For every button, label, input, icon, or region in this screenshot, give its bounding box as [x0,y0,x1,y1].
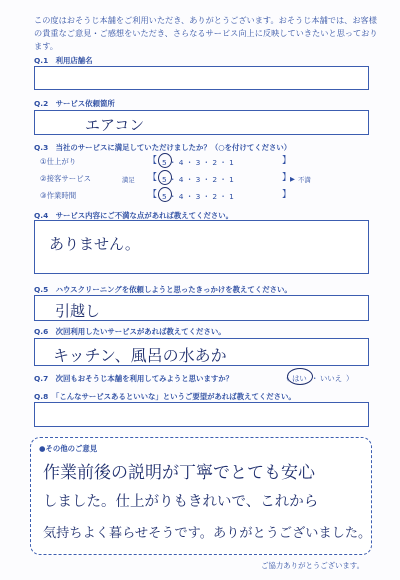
q3-time-selection-circle [158,187,172,202]
q2-answer-box[interactable] [34,110,369,135]
bracket-open: 【 [148,173,158,183]
q7-bracket-close: ） [346,374,354,383]
q3-scale-time[interactable]: 5 ・ 4 ・ 3 ・ 2 ・ 1 [162,192,234,201]
q1-answer-box[interactable] [34,66,369,90]
bracket-close: 】 [282,173,292,183]
other-opinion-box[interactable] [30,437,372,555]
bracket-close: 】 [282,156,292,166]
q5-answer: 引越し [55,302,101,320]
q8-label: Q.8 「こんなサービスあるといいな」というご要望があれば教えてください。 [34,392,296,401]
q3-row-time-label: ③作業時間 [40,191,77,200]
q2-label: Q.2 サービス依頼箇所 [34,99,115,108]
q7-bracket-open: （ [282,374,290,383]
q5-label: Q.5 ハウスクリーニングを依頼しようと思ったきっかけを教えてください。 [34,285,292,294]
q4-label: Q.4 サービス内容にご不満な点があれば教えてください。 [34,211,234,220]
q3-row-finish-label: ①仕上がり [40,157,77,166]
other-opinion-label: ●その他のご意見 [39,444,98,453]
q3-finish-selection-circle [158,153,172,168]
bracket-open: 【 [148,190,158,200]
q3-label: Q.3 当社のサービスに満足していただけましたか？（○を付けてください） [34,143,292,152]
other-opinion-line-3: 気持ちよく暮らせそうです。ありがとうございました。 [43,526,372,541]
q8-answer-box[interactable] [34,402,369,427]
q2-answer: エアコン [85,116,145,134]
bracket-close: 】 [282,190,292,200]
q4-answer-box[interactable] [34,220,369,274]
q3-row-service-label: ②接客サービス [40,174,91,183]
q3-satisfied-label: 満足 [122,176,135,184]
q7-option-no[interactable]: いいえ [320,374,343,383]
other-opinion-line-1: 作業前後の説明が丁寧でとても安心 [43,463,315,483]
arrow-right-icon: ▶ [290,175,295,183]
q3-service-selection-circle [158,170,172,185]
q7-option-yes[interactable]: はい [292,374,307,383]
intro-text: この度はおそうじ本舗をご利用いただき、ありがとうございます。おそうじ本舗では、お客様の貴重なご意見・ご感想をいただき、さらなるサービス向上に反映していきたいと思っております。 [34,15,378,51]
footer-thanks: ご協力ありがとうございます。 [261,561,364,570]
other-opinion-line-2: しました。仕上がりもきれいで、これから [43,494,319,510]
q1-label: Q.1 利用店舗名 [34,56,93,65]
q7-label: Q.7 次回もおそうじ本舗を利用してみようと思いますか？ [34,374,234,383]
q3-scale-finish[interactable]: 5 ・ 4 ・ 3 ・ 2 ・ 1 [162,158,234,167]
q4-answer: ありません。 [49,235,140,253]
q6-answer: キッチン、風呂の水あか [53,346,227,365]
bracket-open: 【 [148,156,158,166]
q7-separator: ・ [311,374,319,383]
q3-scale-service[interactable]: 5 ・ 4 ・ 3 ・ 2 ・ 1 [162,175,234,184]
q6-answer-box[interactable] [34,338,369,366]
q5-answer-box[interactable] [34,295,369,321]
q6-label: Q.6 次回利用したいサービスがあれば教えてください。 [34,327,226,336]
q3-dissatisfied-label: 不満 [298,176,311,184]
q7-yes-selection-circle [287,368,313,385]
